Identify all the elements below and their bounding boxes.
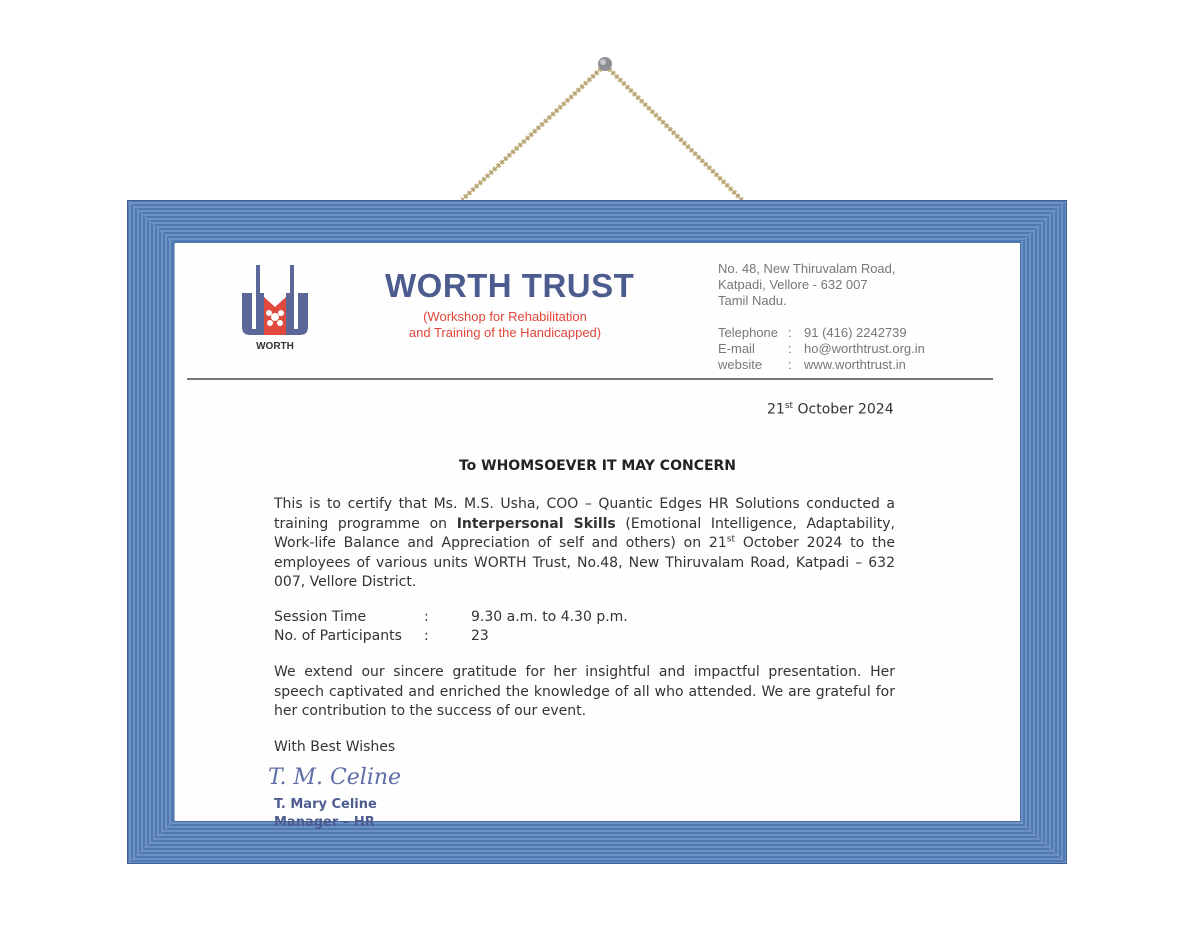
separator: : [788,357,792,372]
website-value: www.worthtrust.in [804,357,906,372]
signer-name: T. Mary Celine [274,797,377,812]
date-suffix: st [784,401,794,411]
address-line1: No. 48, New Thiruvalam Road, [718,261,896,276]
para1-part-c: October 2024 to the employees of various units WORTH Trust, No.48, New Thiruvalam Road, Katpadi – 632 007, Vellore District. [274,535,896,590]
website-label: website [718,357,763,372]
session-label: Session Time [274,609,367,625]
participants-value: 23 [471,628,489,644]
para1-sup: st [726,534,735,545]
contact-website [718,357,925,373]
separator: : [424,609,429,625]
participants-label: No. of Participants [274,628,402,644]
separator: : [788,325,792,340]
letter-heading: To WHOMSOEVER IT MAY CONCERN [458,458,737,474]
certification-paragraph [274,495,895,593]
signer-title: Manager – HR [274,815,375,830]
participants-row [274,627,628,646]
nail-icon [595,54,615,74]
contact-email [718,341,925,357]
telephone-label: Telephone [718,325,778,340]
email-value: ho@worthtrust.org.in [804,341,925,356]
letterhead-divider [187,378,993,380]
letter-date [767,401,894,418]
para1-part-b: (Emotional Intelligence, Adaptability, Work-life Balance and Appreciation of self and others) on 21 [274,515,895,551]
separator: : [424,628,429,644]
gratitude-paragraph: We extend our sincere gratitude for her insightful and impactful presentation. Her speech captivated and enriched the knowledge of all who attended. We are grateful for her contribution to the success of our event. [274,664,895,719]
org-subtitle-line1: (Workshop for Rehabilitation [423,309,587,324]
org-subtitle [405,309,605,341]
separator: : [788,341,792,356]
signature: T. M. Celine [268,765,402,790]
address-line3: Tamil Nadu. [718,293,787,308]
contact-telephone [718,325,925,341]
worth-trust-logo-icon [230,263,320,351]
date-rest: October 2024 [793,401,894,418]
para1-part-a: This is to certify that Ms. M.S. Usha, COO – Quantic Edges HR Solutions conducted a training programme on [274,496,895,532]
logo-caption: WORTH [256,341,294,352]
org-name: WORTH TRUST [385,267,635,304]
session-value: 9.30 a.m. to 4.30 p.m. [471,609,628,625]
telephone-value: 91 (416) 2242739 [804,325,907,340]
certificate-letter [175,243,1020,830]
email-label: E-mail [718,341,755,356]
address-line2: Katpadi, Vellore - 632 007 [718,277,868,292]
contact-block [718,325,925,373]
session-details [274,608,628,646]
date-day: 21 [767,401,785,418]
session-time-row [274,608,628,627]
org-address [718,261,896,309]
org-subtitle-line2: and Training of the Handicapped) [408,325,602,340]
para1-bold: Interpersonal Skills [456,515,616,532]
closing-line: With Best Wishes [274,739,396,755]
